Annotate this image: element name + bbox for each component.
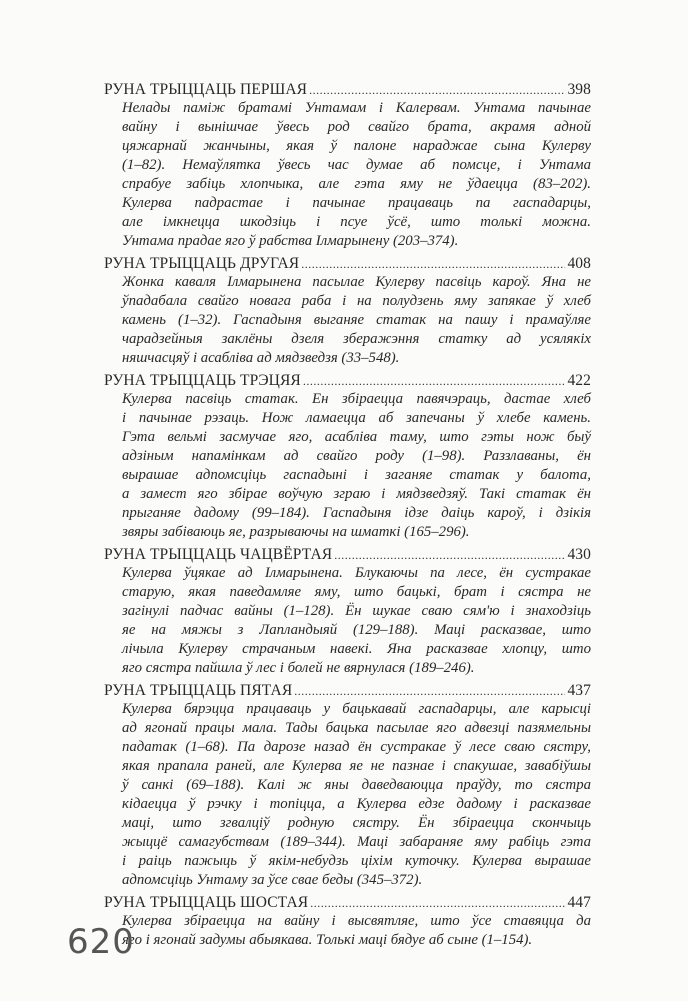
chapter-title: РУНА ТРЫЦЦАЦЬ ПЯТАЯ	[104, 682, 293, 699]
table-of-contents	[104, 80, 591, 950]
chapter-title: РУНА ТРЫЦЦАЦЬ ШОСТАЯ	[104, 894, 309, 911]
summary-line: Кулерва збіраецца на вайну і высвятляе, што ўсе ставяцца да	[122, 913, 591, 929]
summary-line: звяры забіваюць яе, разрываючы на шматкі (165–296).	[122, 524, 470, 540]
toc-heading[interactable]	[104, 371, 591, 390]
chapter-title: РУНА ТРЫЦЦАЦЬ ТРЭЦЯЯ	[104, 372, 301, 389]
toc-entry	[104, 80, 591, 251]
toc-heading[interactable]	[104, 545, 591, 564]
summary-line: адзіным напамінкам ад свайго роду (1–98). Раззлаваны, ён	[122, 448, 591, 464]
summary-line: і раіць пажыць ў якім-небудзь ціхім куточку. Кулерва вырашае	[122, 853, 591, 869]
summary-line: маці, што згвалціў родную сястру. Ён збіраецца скончыць	[122, 815, 591, 831]
leader-dots	[301, 255, 565, 274]
summary-line: ў санкі (69–188). Калі ж яны даведваюцца праўду, то сястра	[122, 777, 591, 793]
chapter-title: РУНА ТРЫЦЦАЦЬ ЧАЦВЁРТАЯ	[104, 546, 333, 563]
summary-line: якая прапала раней, але Кулерва яе не пазнае і спакушае, завабіўшы	[122, 758, 591, 774]
leader-dots	[334, 546, 565, 565]
summary-line: Кулерва пасвіць статак. Ен збіраецца павячэраць, дастае хлеб	[122, 391, 591, 407]
chapter-title: РУНА ТРЫЦЦАЦЬ ПЕРШАЯ	[104, 81, 308, 98]
summary-line: (1–82). Немаўлятка ўвесь час думае аб помсце, і Унтама	[122, 157, 591, 173]
toc-heading[interactable]	[104, 893, 591, 912]
summary-line: старую, якая паведамляе яму, што бацькі, брат і сястра не	[122, 584, 591, 600]
summary-line: падатак (1–68). Па дарозе назад ён сустракае ў лесе сваю сястру,	[122, 739, 591, 755]
chapter-summary	[122, 564, 591, 678]
chapter-summary	[122, 99, 591, 251]
toc-heading[interactable]	[104, 254, 591, 273]
summary-line: вайну і вынішчае ўвесь род свайго брата, акрамя адной	[122, 119, 591, 135]
chapter-summary	[122, 273, 591, 368]
chapter-summary	[122, 700, 591, 890]
summary-line: ўпадабала свайго новага раба і на полудзень яму запякае ў хлеб	[122, 293, 591, 309]
summary-line: Гэта вельмі засмучае яго, асабліва таму, што гэты нож быў	[122, 429, 591, 445]
summary-line: Нелады паміж братамі Унтамам і Калервам. Унтама пачынае	[122, 100, 591, 116]
page-number: 620	[67, 922, 135, 962]
toc-entry	[104, 371, 591, 542]
summary-line: камень (1–32). Гаспадыня выганяе статак на пашу і прамаўляе	[122, 312, 591, 328]
chapter-summary	[122, 390, 591, 542]
leader-dots	[309, 81, 565, 100]
chapter-summary	[122, 912, 591, 950]
chapter-page-number: 422	[567, 372, 591, 389]
summary-line: Кулерва бярэцца працаваць у бацькавай гаспадарцы, але карысці	[122, 701, 591, 717]
summary-line: Кулерва ўцякае ад Ілмарынена. Блукаючы па лесе, ён сустракае	[122, 565, 591, 581]
summary-line: прыганяе дадому (99–184). Гаспадыня ідзе даіць кароў, і дзікія	[122, 505, 591, 521]
summary-line: але імкнецца шкодзіць і псуе ўсё, што толькі можна.	[122, 214, 591, 230]
summary-line: няшчасцяў і асабліва ад мядзведзя (33–548).	[122, 350, 400, 366]
summary-line: ад ягонай працы мала. Тады бацька пасылае яго адвезці пазямельны	[122, 720, 591, 736]
chapter-page-number: 447	[567, 894, 591, 911]
summary-line: спрабуе забіць хлопчыка, але гэта яму не ўдаецца (83–202).	[122, 176, 591, 192]
summary-line: а замест яго збірае воўчую зграю і мядзведзяў. Такі статак ён	[122, 486, 591, 502]
summary-line: вырашае адпомсціць гаспадыні і заганяе статак у балота,	[122, 467, 591, 483]
summary-line: загінулі падчас вайны (1–128). Ён шукае сваю сям'ю і знаходзіць	[122, 603, 591, 619]
toc-heading[interactable]	[104, 681, 591, 700]
summary-line: жыццё самагубствам (189–344). Маці забараняе яму рабіць гэта	[122, 834, 591, 850]
summary-line: чарадзейныя заклёны дзеля зберажэння статку ад усялякіх	[122, 331, 591, 347]
toc-entry	[104, 254, 591, 368]
summary-line: яе на мяжы з Лапландыяй (129–188). Маці расказвае, што	[122, 622, 591, 638]
toc-entry	[104, 545, 591, 678]
chapter-page-number: 430	[567, 546, 591, 563]
summary-line: Кулерва падрастае і пачынае працаваць па гаспадарцы,	[122, 195, 591, 211]
toc-entry	[104, 681, 591, 890]
leader-dots	[303, 372, 566, 391]
leader-dots	[294, 682, 565, 701]
summary-line: яго і ягонай задумы абыякава. Толькі маці бядуе аб сыне (1–154).	[122, 932, 533, 948]
chapter-title: РУНА ТРЫЦЦАЦЬ ДРУГАЯ	[104, 255, 300, 272]
toc-entry	[104, 893, 591, 950]
summary-line: Унтама прадае яго ў рабства Ілмарынену (203–374).	[122, 233, 459, 249]
summary-line: кідаецца ў рэчку і топіцца, а Кулерва едзе дадому і расказвае	[122, 796, 591, 812]
toc-heading[interactable]	[104, 80, 591, 99]
summary-line: адпомсціць Унтаму за ўсе свае беды (345–372).	[122, 872, 423, 888]
summary-line: цяжарнай жанчыны, якая ў палоне нараджае сына Кулерву	[122, 138, 591, 154]
summary-line: лічыла Кулерву страчаным навекі. Яна расказвае хлопцу, што	[122, 641, 591, 657]
chapter-page-number: 437	[567, 682, 591, 699]
chapter-page-number: 408	[567, 255, 591, 272]
summary-line: яго сястра пайшла ў лес і болей не вярнулася (189–246).	[122, 660, 475, 676]
leader-dots	[310, 894, 565, 913]
chapter-page-number: 398	[567, 81, 591, 98]
summary-line: Жонка каваля Ілмарынена пасылае Кулерву пасвіць кароў. Яна не	[122, 274, 591, 290]
summary-line: і пачынае рэзаць. Нож ламаецца аб запечаны ў хлебе камень.	[122, 410, 591, 426]
